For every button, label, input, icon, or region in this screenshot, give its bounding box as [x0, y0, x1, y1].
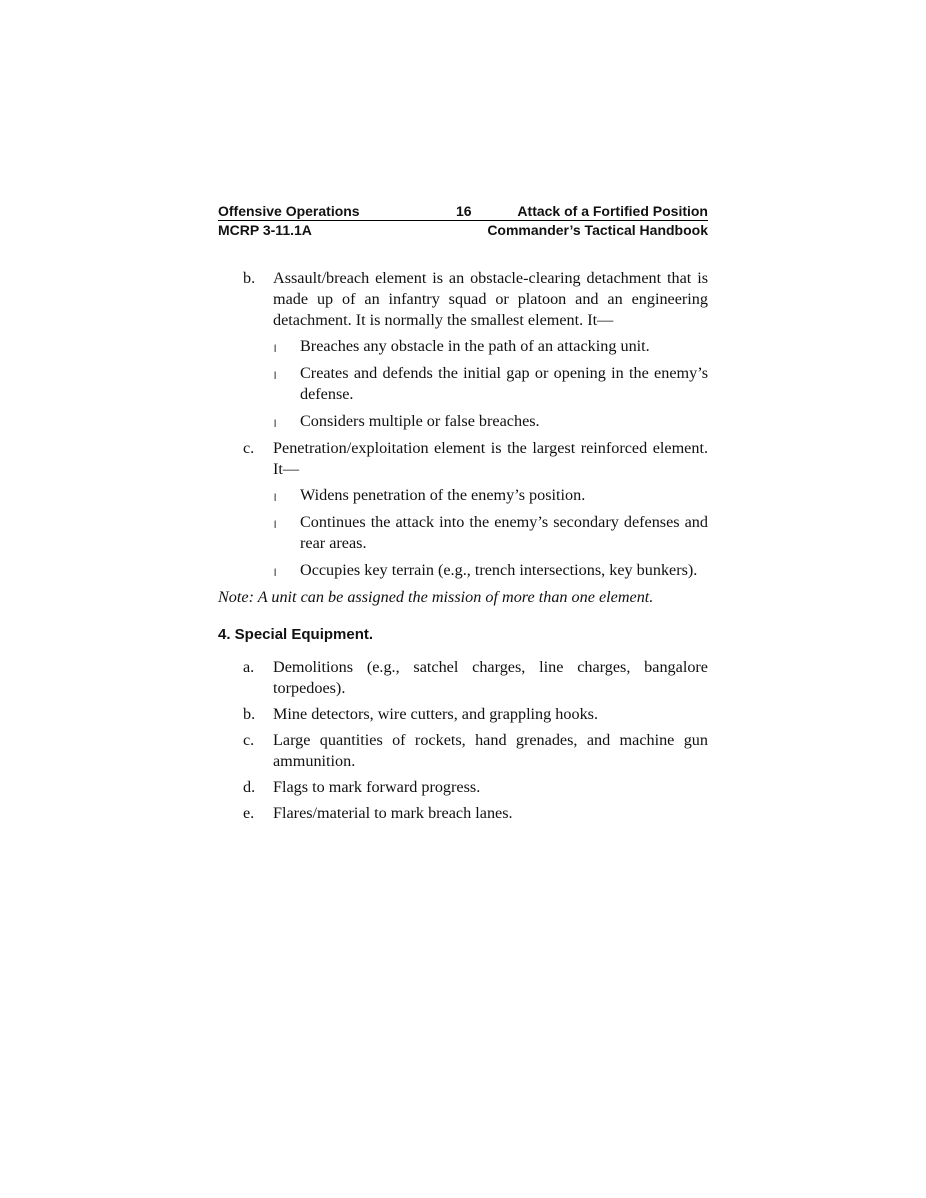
page-number: 16	[456, 203, 472, 219]
list-item	[218, 704, 708, 725]
bullet-icon: l	[274, 520, 277, 531]
item-label: b.	[243, 269, 256, 287]
item-label: e.	[243, 804, 255, 822]
bullet-item	[218, 336, 708, 357]
bullet-text: Breaches any obstacle in the path of an attacking unit.	[300, 337, 650, 355]
item-text: Demolitions (e.g., satchel charges, line charges, bangalore torpedoes).	[273, 658, 708, 697]
list-item	[218, 657, 708, 699]
bullet-item	[218, 485, 708, 506]
bullet-icon: l	[274, 493, 277, 504]
list-item	[218, 803, 708, 824]
list-item	[218, 730, 708, 772]
element-c	[218, 438, 708, 480]
item-text: Mine detectors, wire cutters, and grappling hooks.	[273, 705, 599, 723]
item-label: b.	[243, 705, 256, 723]
item-text: Assault/breach element is an obstacle-clearing detachment that is made up of an infantry squad or platoon and an engineering detachment. It is normally the smallest element. It—	[273, 269, 708, 329]
bullet-text: Occupies key terrain (e.g., trench intersections, key bunkers).	[300, 561, 698, 579]
item-text: Large quantities of rockets, hand grenades, and machine gun ammunition.	[273, 731, 708, 770]
bullet-icon: l	[274, 419, 277, 430]
section-heading: 4. Special Equipment.	[218, 626, 374, 643]
bullet-item	[218, 411, 708, 432]
bullet-text: Continues the attack into the enemy’s secondary defenses and rear areas.	[300, 513, 708, 552]
item-label: c.	[243, 731, 255, 749]
document-page	[218, 202, 708, 822]
running-header	[218, 202, 708, 239]
item-text: Flares/material to mark breach lanes.	[273, 804, 513, 822]
item-text: Penetration/exploitation element is the largest reinforced element. It—	[273, 439, 708, 478]
header-chapter-title: Offensive Operations	[218, 203, 360, 219]
item-text: Flags to mark forward progress.	[273, 778, 481, 796]
header-row-top	[218, 202, 708, 221]
list-item	[218, 777, 708, 798]
bullet-text: Creates and defends the initial gap or opening in the enemy’s defense.	[300, 364, 708, 403]
item-label: a.	[243, 658, 255, 676]
equipment-list	[218, 657, 708, 824]
page-body	[218, 268, 708, 829]
header-row-bottom	[218, 221, 708, 239]
bullet-text: Widens penetration of the enemy’s position.	[300, 486, 586, 504]
bullet-icon: l	[274, 344, 277, 355]
item-label: d.	[243, 778, 256, 796]
bullet-text: Considers multiple or false breaches.	[300, 412, 540, 430]
note-text: Note: A unit can be assigned the mission of more than one element.	[218, 588, 654, 606]
header-section-title: Attack of a Fortified Position	[517, 203, 708, 219]
bullet-icon: l	[274, 568, 277, 579]
item-label: c.	[243, 439, 255, 457]
header-publication-title: Commander’s Tactical Handbook	[487, 222, 708, 238]
header-publication-id: MCRP 3-11.1A	[218, 222, 312, 238]
element-b	[218, 268, 708, 331]
bullet-item	[218, 560, 708, 581]
bullet-item	[218, 363, 708, 405]
bullet-item	[218, 512, 708, 554]
bullet-icon: l	[274, 371, 277, 382]
